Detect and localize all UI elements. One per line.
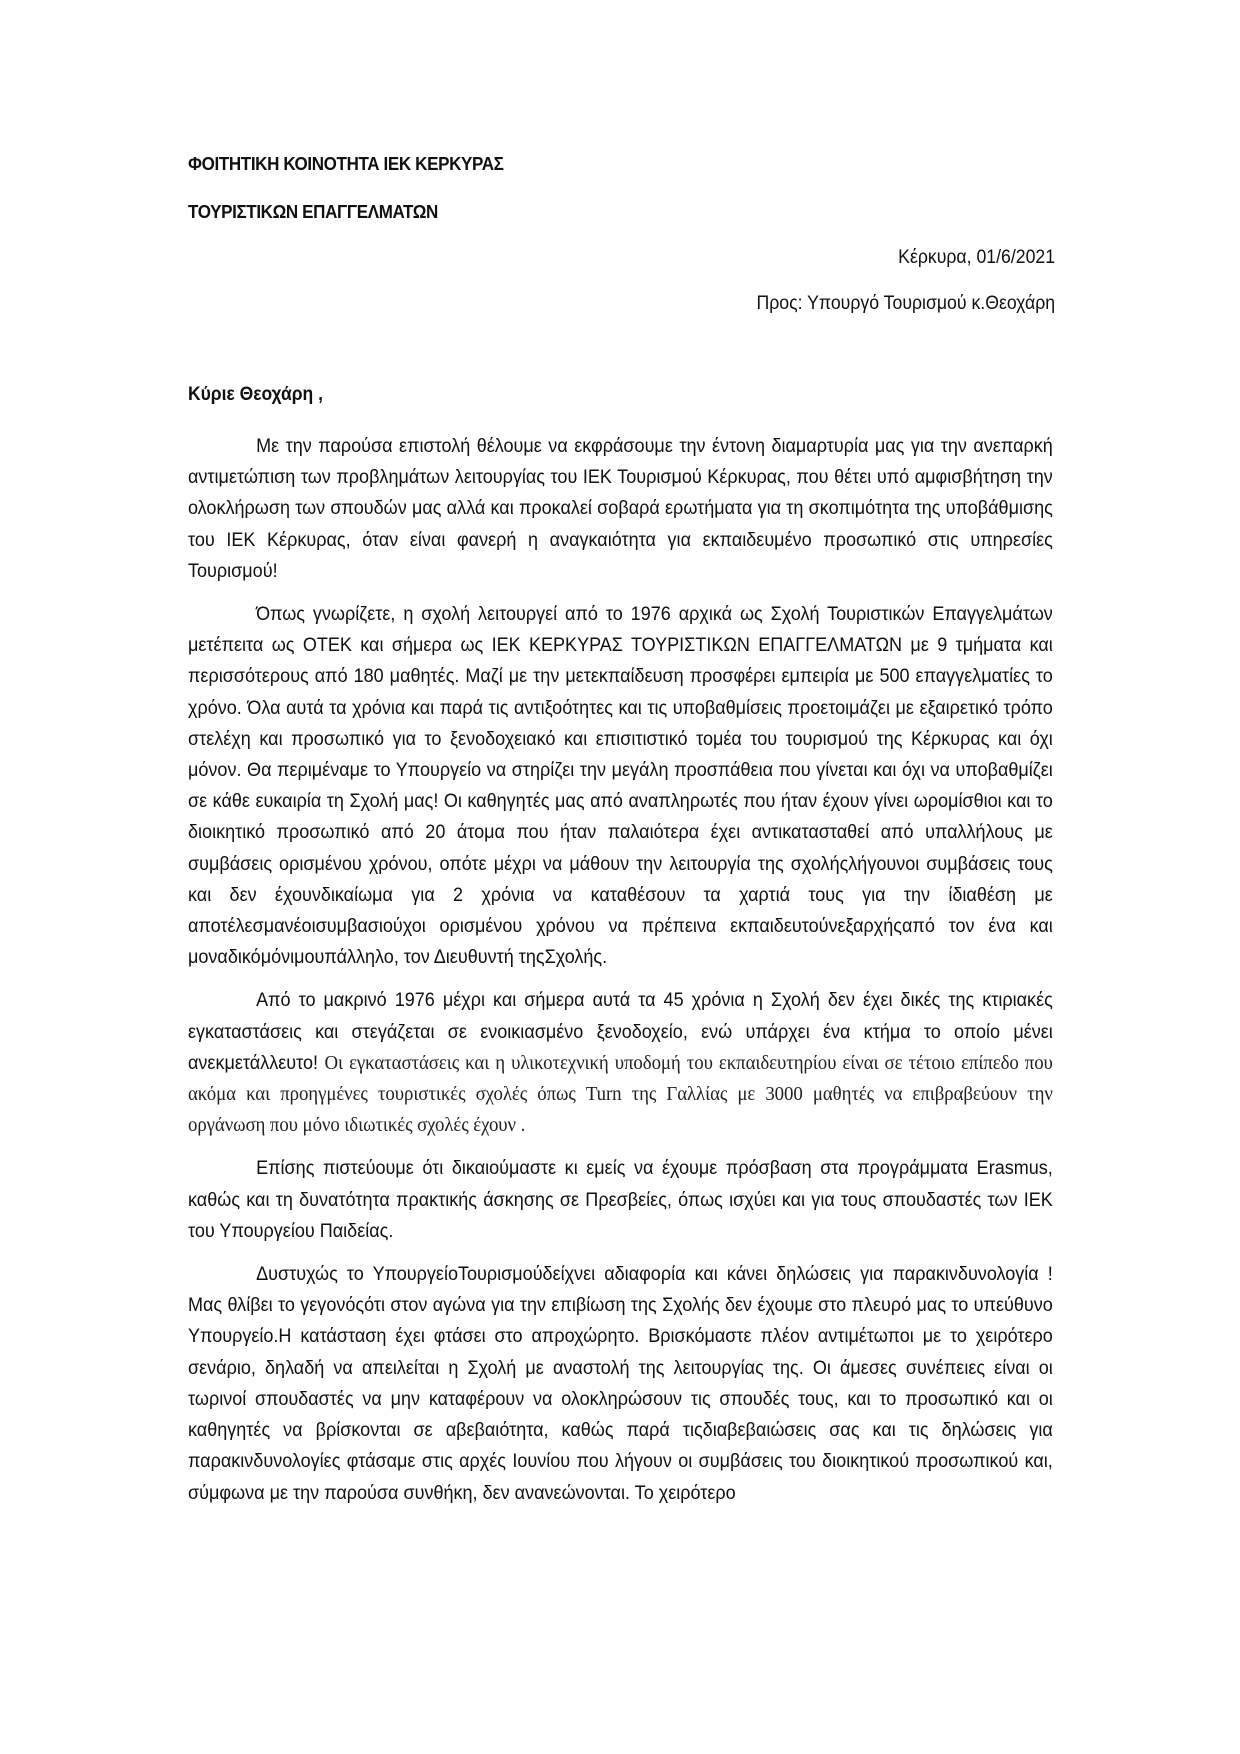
paragraph-text: Δυστυχώς το ΥπουργείοΤουρισμούδείχνει αδιαφορία και κάνει δηλώσεις για παρακινδυνολογία ! Μας θλίβει το γεγονόςότι στον αγώνα για την επιβίωση της Σχολής δεν έχουμε στο πλευρό μας το υπεύθυνο Υπουργείο.Η κατάσταση έχει φτάσει στο απροχώρητο. Βρισκόμαστε πλέον αντιμέτωποι με το χειρότερο σενάριο, δηλαδή να απειλείται η Σχολή με αναστολή της λειτουργίας της. Οι άμεσες συνέπειες είναι οι τωρινοί σπουδαστές να μην καταφέρουν να ολοκληρώσουν τις σπουδές τους, και το προσωπικό και οι καθηγητές να βρίσκονται σε αβεβαιότητα, καθώς παρά τιςδιαβεβαιώσεις σας και τις δηλώσεις για παρακινδυνολογίες φτάσαμε στις αρχές Ιουνίου που λήγουν οι συμβάσεις του διοικητικού προσωπικού και, σύμφωνα με την παρούσα συνθήκη, δεν ανανεώνονται. Το χειρότερο <box>188 1263 1053 1504</box>
paragraph-text: Επίσης πιστεύουμε ότι δικαιούμαστε κι εμείς να έχουμε πρόσβαση στα προγράμματα Erasmus, καθώς και τη δυνατότητα πρακτικής άσκησης σε Πρεσβείες, όπως ισχύει και για τους σπουδαστές των ΙΕΚ του Υπουργείου Παιδείας. <box>188 1157 1053 1242</box>
letter-body <box>188 431 1053 1521</box>
sender-name: ΦΟΙΤΗΤΙΚΗ ΚΟΙΝΟΤΗΤΑ ΙΕΚ ΚΕΡΚΥΡΑΣ <box>188 153 504 174</box>
paragraph-text: Από το μακρινό 1976 μέχρι και σήμερα αυτά τα 45 χρόνια η Σχολή δεν έχει δικές της κτιριακές εγκαταστάσεις και στεγάζεται σε ενοικιασμένο ξενοδοχείο, ενώ υπάρχει ένα κτήμα το οποίο μένει ανεκμετάλλευτο! <box>188 989 1053 1074</box>
paragraph-text: Όπως γνωρίζετε, η σχολή λειτουργεί από το 1976 αρχικά ως Σχολή Τουριστικών Επαγγελμάτων μετέπειτα ως ΟΤΕΚ και σήμερα ως ΙΕΚ ΚΕΡΚΥΡΑΣ ΤΟΥΡΙΣΤΙΚΩΝ ΕΠΑΓΓΕΛΜΑΤΩΝ με 9 τμήματα και περισσότερους από 180 μαθητές. Μαζί με την μετεκπαίδευση προσφέρει εμπειρία με 500 επαγγελματίες το χρόνο. Όλα αυτά τα χρόνια και παρά τις αντιξοότητες και τις υποβαθμίσεις προετοιμάζει με εξαιρετικό τρόπο στελέχη και προσωπικό για το ξενοδοχειακό και επισιτιστικό τομέα του τουρισμού της Κέρκυρας και όχι μόνον. Θα περιμέναμε το Υπουργείο να στηρίζει την μεγάλη προσπάθεια που γίνεται και όχι να υποβαθμίζει σε κάθε ευκαιρία τη Σχολή μας! Οι καθηγητές μας από αναπληρωτές που ήταν έχουν γίνει ωρομίσθιοι και το διοικητικό προσωπικό από 20 άτομα που ήταν παλαιότερα έχει αντικατασταθεί από υπαλλήλους με συμβάσεις ορισμένου χρόνου, οπότε μέχρι να μάθουν την λειτουργία της σχολήςλήγουνοι συμβάσεις τους και δεν έχουνδικαίωμα για 2 χρόνια να καταθέσουν τα χαρτιά τους για την ίδιαθέση με αποτέλεσμανέοισυμβασιούχοι ορισμένου χρόνου να πρέπεινα εκπαιδευτούνεξαρχήςαπό τον ένα και μοναδικόμόνιμουπάλληλο, τον Διευθυντή τηςΣχολής. <box>188 603 1053 969</box>
salutation: Κύριε Θεοχάρη , <box>188 384 323 405</box>
paragraph-history <box>188 599 1053 973</box>
sender-subtitle: ΤΟΥΡΙΣΤΙΚΩΝ ΕΠΑΓΓΕΛΜΑΤΩΝ <box>188 201 438 222</box>
paragraph-erasmus <box>188 1153 1053 1247</box>
paragraph-serif-run: Οι εγκαταστάσεις και η υλικοτεχνική υποδομή του εκπαιδευτηρίου είναι σε τέτοιο επίπεδο που ακόμα και προηγμένες τουριστικές σχολές όπως Turn της Γαλλίας με 3000 μαθητές να επιβραβεύουν την οργάνωση που μόνο ιδιωτικές σχολές έχουν . <box>188 1051 1053 1137</box>
sender-block <box>188 152 503 248</box>
paragraph-text: Με την παρούσα επιστολή θέλουμε να εκφράσουμε την έντονη διαμαρτυρία μας για την ανεπαρκή αντιμετώπιση των προβλημάτων λειτουργίας του ΙΕΚ Τουρισμού Κέρκυρας, που θέτει υπό αμφισβήτηση την ολοκλήρωση των σπουδών μας αλλά και προκαλεί σοβαρά ερωτήματα για τη σκοπιμότητα της υποβάθμισης του ΙΕΚ Κέρκυρας, όταν είναι φανερή η αναγκαιότητα για εκπαιδευμένο προσωπικό στις υπηρεσίες Τουρισμού! <box>188 435 1053 582</box>
letter-meta <box>756 246 1055 338</box>
recipient-line: Προς: Υπουργό Τουρισμού κ.Θεοχάρη <box>756 293 1055 314</box>
paragraph-ministry <box>188 1259 1053 1509</box>
paragraph-intro <box>188 431 1053 587</box>
paragraph-facilities <box>188 985 1053 1141</box>
place-date: Κέρκυρα, 01/6/2021 <box>898 247 1055 268</box>
